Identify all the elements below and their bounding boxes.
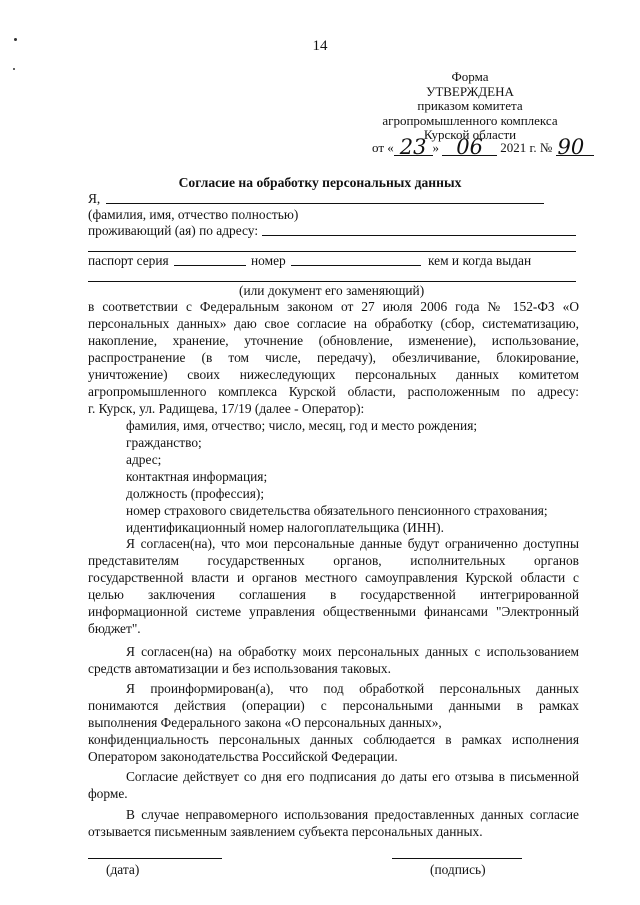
- intro-line: уничтожение) своих нижеследующих персональных данных комитетом: [88, 367, 579, 382]
- intro-line: распространение (в том числе, передачу), обезличивание, блокирование,: [88, 350, 579, 365]
- address-label: проживающий (ая) по адресу:: [88, 223, 259, 238]
- fio-caption: (фамилия, имя, отчество полностью): [88, 207, 299, 222]
- paragraph-line: выполнения Федерального закона «О персональных данных»,: [88, 715, 442, 730]
- intro-line: г. Курск, ул. Радищева, 17/19 (далее - Оператор):: [88, 401, 365, 416]
- document-title: Согласие на обработку персональных данных: [178, 175, 462, 190]
- passport-series-line: [174, 265, 246, 266]
- handwritten-month: 06: [456, 135, 483, 159]
- intro-line: в соответствии с Федеральным законом от 27 июля 2006 года № 152-ФЗ «О: [88, 299, 579, 314]
- data-item: номер страхового свидетельства обязательного пенсионного страхования;: [126, 503, 548, 518]
- paragraph-line: форме.: [88, 786, 128, 801]
- data-item: гражданство;: [126, 435, 202, 450]
- approval-committee-label: агропромышленного комплекса: [382, 112, 558, 128]
- paragraph-line: государственной власти и органов местного самоуправления Курской области с: [88, 570, 579, 585]
- passport-number-line: [291, 265, 421, 266]
- approval-order-label: приказом комитета: [417, 98, 523, 113]
- paragraph-line: представителям государственных органов, исполнительных органов: [88, 553, 579, 568]
- paragraph-line: целью заключения соглашения в государственной интегрированной: [88, 587, 579, 602]
- approval-approved-label: УТВЕРЖДЕНА: [426, 83, 514, 99]
- signature-line: [392, 858, 522, 859]
- approval-date-line: [372, 135, 594, 159]
- date-day-field: [394, 135, 433, 159]
- ya-label: Я,: [88, 191, 101, 206]
- fio-field-line: [106, 203, 544, 204]
- date-month-field: [442, 135, 497, 159]
- data-item: фамилия, имя, отчество; число, месяц, год и место рождения;: [126, 418, 478, 433]
- paragraph-line: В случае неправомерного использования предоставленных данных согласие: [126, 807, 579, 822]
- scan-mark: [13, 68, 15, 70]
- paragraph-line: информационной системе управления общественными финансами "Электронный: [88, 604, 579, 619]
- paragraph-line: бюджет".: [88, 621, 141, 636]
- paragraph-line: понимаются действия (операции) с персональными данными в рамках: [88, 698, 579, 713]
- page-number: 14: [312, 38, 328, 54]
- handwritten-day: 23: [399, 135, 427, 159]
- date-signature-line: [88, 858, 222, 859]
- paragraph-line: Я согласен(на), что мои персональные данные будут ограниченно доступны: [126, 536, 579, 551]
- paragraph-line: Я проинформирован(а), что под обработкой персональных данных: [126, 681, 579, 696]
- signature-caption: (подпись): [430, 862, 486, 877]
- paragraph-line: отзывается письменным заявлением субъекта персональных данных.: [88, 824, 483, 839]
- handwritten-order-number: 90: [557, 135, 585, 159]
- passport-number-label: номер: [251, 253, 286, 268]
- paragraph-line: Оператором законодательства Российской Федерации.: [88, 749, 398, 764]
- intro-line: агропромышленного комплекса Курской области, расположенным по адресу:: [88, 384, 579, 399]
- paragraph-line: конфиденциальность персональных данных соблюдается в рамках исполнения: [88, 732, 579, 747]
- document-caption: (или документ его заменяющий): [239, 283, 425, 298]
- address-field-line: [262, 235, 576, 236]
- data-item: контактная информация;: [126, 469, 268, 484]
- order-number-field: [556, 135, 595, 159]
- date-prefix: от «: [372, 140, 394, 155]
- data-item: адрес;: [126, 452, 162, 467]
- date-quote: »: [432, 140, 439, 155]
- paragraph-line: средств автоматизации и без использования таковых.: [88, 661, 391, 676]
- data-item: идентификационный номер налогоплательщика (ИНН).: [126, 520, 444, 535]
- intro-line: персональных данных» даю свое согласие на обработку (сбор, систематизацию,: [88, 316, 579, 331]
- approval-form-label: Форма: [451, 69, 489, 84]
- date-year: 2021 г. №: [500, 140, 553, 155]
- approval-region-label: Курской области: [423, 127, 517, 142]
- date-caption: (дата): [106, 862, 140, 877]
- paragraph-line: Согласие действует со дня его подписания до даты его отзыва в письменной: [126, 769, 579, 784]
- passport-series-label: паспорт серия: [88, 253, 169, 268]
- approval-block: [360, 70, 580, 143]
- data-item: должность (профессия);: [126, 486, 265, 501]
- paragraph-line: Я согласен(на) на обработку моих персональных данных с использованием: [126, 644, 579, 659]
- intro-line: накопление, хранение, уточнение (обновление, изменение), использование,: [88, 333, 579, 348]
- issued-by-label: кем и когда выдан: [428, 253, 532, 268]
